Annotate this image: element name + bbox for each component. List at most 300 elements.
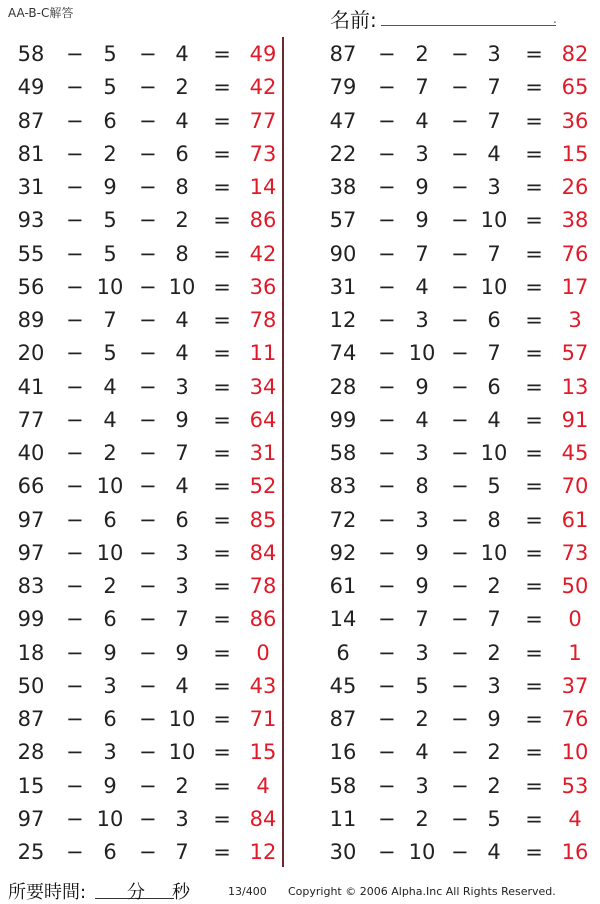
first-subtrahend: 6 bbox=[103, 607, 117, 632]
minuend: 14 bbox=[329, 607, 357, 632]
minuend: 87 bbox=[329, 707, 357, 731]
first-subtrahend: 9 bbox=[415, 574, 429, 598]
first-subtrahend: 5 bbox=[103, 341, 117, 366]
equals-sign: = bbox=[525, 42, 543, 66]
second-subtrahend: 4 bbox=[487, 141, 501, 166]
problem-row bbox=[0, 237, 280, 270]
second-subtrahend: 10 bbox=[480, 441, 508, 465]
first-subtrahend: 4 bbox=[415, 108, 429, 133]
minus-sign: − bbox=[66, 474, 84, 499]
minuend: 90 bbox=[329, 241, 357, 266]
first-subtrahend: 3 bbox=[415, 507, 429, 532]
equals-sign: = bbox=[213, 607, 231, 632]
first-subtrahend: 8 bbox=[415, 474, 429, 499]
equals-sign: = bbox=[213, 141, 231, 166]
first-subtrahend: 2 bbox=[103, 441, 117, 465]
first-subtrahend: 7 bbox=[415, 241, 429, 266]
minuend: 15 bbox=[17, 773, 45, 798]
second-subtrahend: 7 bbox=[487, 341, 501, 366]
problem-row bbox=[312, 835, 592, 868]
answer: 37 bbox=[561, 673, 589, 698]
minus-sign: − bbox=[451, 540, 469, 565]
equals-sign: = bbox=[213, 42, 231, 66]
minuend: 38 bbox=[329, 175, 357, 199]
right-problem-column bbox=[312, 37, 592, 868]
minus-sign: − bbox=[66, 374, 84, 399]
name-field-line bbox=[381, 25, 556, 26]
equals-sign: = bbox=[213, 740, 231, 765]
problem-row bbox=[0, 436, 280, 469]
equals-sign: = bbox=[525, 108, 543, 133]
answer: 64 bbox=[249, 407, 277, 432]
minus-sign: − bbox=[66, 175, 84, 199]
minus-sign: − bbox=[139, 840, 157, 864]
answer: 78 bbox=[249, 308, 277, 332]
answer: 86 bbox=[249, 607, 277, 632]
minus-sign: − bbox=[139, 507, 157, 532]
minuend: 72 bbox=[329, 507, 357, 532]
second-subtrahend: 5 bbox=[487, 474, 501, 499]
second-subtrahend: 10 bbox=[168, 740, 196, 765]
minus-sign: − bbox=[378, 241, 396, 266]
problem-row bbox=[0, 536, 280, 569]
equals-sign: = bbox=[525, 341, 543, 366]
first-subtrahend: 9 bbox=[103, 175, 117, 199]
minus-sign: − bbox=[139, 341, 157, 366]
problem-row bbox=[0, 336, 280, 369]
equals-sign: = bbox=[525, 773, 543, 798]
second-subtrahend: 8 bbox=[487, 507, 501, 532]
problem-row bbox=[0, 370, 280, 403]
answer: 13 bbox=[561, 374, 589, 399]
first-subtrahend: 6 bbox=[103, 840, 117, 864]
equals-sign: = bbox=[213, 507, 231, 532]
minuend: 97 bbox=[17, 507, 45, 532]
first-subtrahend: 5 bbox=[103, 241, 117, 266]
minuend: 28 bbox=[17, 740, 45, 765]
minus-sign: − bbox=[451, 42, 469, 66]
minus-sign: − bbox=[66, 707, 84, 731]
minuend: 66 bbox=[17, 474, 45, 499]
first-subtrahend: 10 bbox=[96, 540, 124, 565]
first-subtrahend: 3 bbox=[103, 673, 117, 698]
answer: 52 bbox=[249, 474, 277, 499]
time-label: 所要時間: bbox=[8, 882, 87, 903]
minuend: 20 bbox=[17, 341, 45, 366]
minus-sign: − bbox=[378, 607, 396, 632]
second-subtrahend: 6 bbox=[487, 308, 501, 332]
equals-sign: = bbox=[525, 806, 543, 831]
problem-row bbox=[312, 702, 592, 735]
second-subtrahend: 6 bbox=[175, 507, 189, 532]
second-subtrahend: 10 bbox=[480, 208, 508, 233]
minuend: 57 bbox=[329, 208, 357, 233]
minus-sign: − bbox=[66, 806, 84, 831]
first-subtrahend: 5 bbox=[103, 208, 117, 233]
problem-row bbox=[312, 70, 592, 103]
first-subtrahend: 3 bbox=[415, 441, 429, 465]
answer: 4 bbox=[568, 806, 582, 831]
problem-row bbox=[312, 104, 592, 137]
minus-sign: − bbox=[378, 707, 396, 731]
answer: 11 bbox=[249, 341, 277, 366]
answer: 84 bbox=[249, 806, 277, 831]
equals-sign: = bbox=[213, 274, 231, 299]
answer: 43 bbox=[249, 673, 277, 698]
problem-row bbox=[312, 237, 592, 270]
answer: 4 bbox=[256, 773, 270, 798]
problem-row bbox=[312, 403, 592, 436]
answer: 82 bbox=[561, 42, 589, 66]
minus-sign: − bbox=[139, 441, 157, 465]
first-subtrahend: 9 bbox=[415, 540, 429, 565]
answer: 3 bbox=[568, 308, 582, 332]
minus-sign: − bbox=[139, 274, 157, 299]
minus-sign: − bbox=[451, 607, 469, 632]
minus-sign: − bbox=[378, 374, 396, 399]
minuend: 22 bbox=[329, 141, 357, 166]
second-subtrahend: 5 bbox=[487, 806, 501, 831]
minuend: 81 bbox=[17, 141, 45, 166]
minuend: 77 bbox=[17, 407, 45, 432]
minus-sign: − bbox=[139, 474, 157, 499]
second-subtrahend: 7 bbox=[175, 607, 189, 632]
minuend: 55 bbox=[17, 241, 45, 266]
equals-sign: = bbox=[525, 574, 543, 598]
minus-sign: − bbox=[66, 141, 84, 166]
second-subtrahend: 4 bbox=[487, 840, 501, 864]
second-subtrahend: 8 bbox=[175, 175, 189, 199]
equals-sign: = bbox=[525, 274, 543, 299]
first-subtrahend: 2 bbox=[103, 141, 117, 166]
page-number: 13/400 bbox=[228, 885, 267, 898]
minus-sign: − bbox=[451, 241, 469, 266]
left-problem-column bbox=[0, 37, 280, 868]
equals-sign: = bbox=[525, 507, 543, 532]
minuend: 18 bbox=[17, 640, 45, 665]
minus-sign: − bbox=[66, 208, 84, 233]
answer: 12 bbox=[249, 840, 277, 864]
problem-row bbox=[0, 303, 280, 336]
second-subtrahend: 6 bbox=[487, 374, 501, 399]
second-subtrahend: 9 bbox=[175, 407, 189, 432]
answer: 38 bbox=[561, 208, 589, 233]
minus-sign: − bbox=[139, 175, 157, 199]
minus-sign: − bbox=[66, 507, 84, 532]
minus-sign: − bbox=[66, 42, 84, 66]
answer: 77 bbox=[249, 108, 277, 133]
problem-row bbox=[312, 769, 592, 802]
minus-sign: − bbox=[378, 840, 396, 864]
seconds-blank bbox=[150, 898, 174, 899]
minus-sign: − bbox=[451, 640, 469, 665]
second-subtrahend: 4 bbox=[175, 341, 189, 366]
first-subtrahend: 3 bbox=[415, 141, 429, 166]
first-subtrahend: 9 bbox=[415, 175, 429, 199]
minus-sign: − bbox=[451, 274, 469, 299]
minus-sign: − bbox=[139, 740, 157, 765]
equals-sign: = bbox=[525, 640, 543, 665]
minus-sign: − bbox=[66, 607, 84, 632]
problem-row bbox=[0, 170, 280, 203]
minus-sign: − bbox=[378, 341, 396, 366]
first-subtrahend: 10 bbox=[96, 806, 124, 831]
answer: 91 bbox=[561, 407, 589, 432]
minus-sign: − bbox=[66, 840, 84, 864]
equals-sign: = bbox=[213, 707, 231, 731]
first-subtrahend: 3 bbox=[415, 308, 429, 332]
first-subtrahend: 6 bbox=[103, 507, 117, 532]
equals-sign: = bbox=[525, 540, 543, 565]
first-subtrahend: 2 bbox=[103, 574, 117, 598]
problem-row bbox=[312, 636, 592, 669]
equals-sign: = bbox=[213, 574, 231, 598]
equals-sign: = bbox=[213, 806, 231, 831]
minuend: 58 bbox=[17, 42, 45, 66]
column-divider bbox=[282, 37, 284, 867]
problem-row bbox=[312, 802, 592, 835]
first-subtrahend: 7 bbox=[415, 607, 429, 632]
equals-sign: = bbox=[525, 673, 543, 698]
minus-sign: − bbox=[451, 308, 469, 332]
minuend: 79 bbox=[329, 75, 357, 100]
equals-sign: = bbox=[213, 407, 231, 432]
answer: 86 bbox=[249, 208, 277, 233]
answer: 17 bbox=[561, 274, 589, 299]
second-subtrahend: 3 bbox=[487, 673, 501, 698]
minus-sign: − bbox=[139, 806, 157, 831]
first-subtrahend: 4 bbox=[415, 274, 429, 299]
answer: 76 bbox=[561, 241, 589, 266]
equals-sign: = bbox=[213, 540, 231, 565]
minus-sign: − bbox=[451, 407, 469, 432]
minus-sign: − bbox=[451, 740, 469, 765]
minus-sign: − bbox=[378, 175, 396, 199]
equals-sign: = bbox=[213, 308, 231, 332]
problem-row bbox=[0, 469, 280, 502]
first-subtrahend: 2 bbox=[415, 42, 429, 66]
answer: 15 bbox=[249, 740, 277, 765]
equals-sign: = bbox=[213, 474, 231, 499]
problem-row bbox=[0, 835, 280, 868]
equals-sign: = bbox=[213, 640, 231, 665]
minus-sign: − bbox=[451, 574, 469, 598]
minus-sign: − bbox=[378, 42, 396, 66]
minus-sign: − bbox=[378, 540, 396, 565]
answer: 53 bbox=[561, 773, 589, 798]
second-subtrahend: 9 bbox=[175, 640, 189, 665]
second-subtrahend: 6 bbox=[175, 141, 189, 166]
minus-sign: − bbox=[378, 740, 396, 765]
minus-sign: − bbox=[378, 773, 396, 798]
minuend: 16 bbox=[329, 740, 357, 765]
first-subtrahend: 7 bbox=[103, 308, 117, 332]
problem-row bbox=[0, 735, 280, 768]
problem-row bbox=[0, 569, 280, 602]
minuend: 47 bbox=[329, 108, 357, 133]
equals-sign: = bbox=[525, 241, 543, 266]
minuend: 56 bbox=[17, 274, 45, 299]
minus-sign: − bbox=[139, 208, 157, 233]
minuend: 6 bbox=[336, 640, 350, 665]
equals-sign: = bbox=[213, 374, 231, 399]
equals-sign: = bbox=[525, 840, 543, 864]
first-subtrahend: 10 bbox=[408, 840, 436, 864]
first-subtrahend: 9 bbox=[103, 640, 117, 665]
minus-sign: − bbox=[451, 707, 469, 731]
equals-sign: = bbox=[213, 840, 231, 864]
second-subtrahend: 4 bbox=[175, 108, 189, 133]
minuend: 99 bbox=[17, 607, 45, 632]
minus-sign: − bbox=[378, 806, 396, 831]
minus-sign: − bbox=[451, 208, 469, 233]
equals-sign: = bbox=[525, 374, 543, 399]
first-subtrahend: 5 bbox=[415, 673, 429, 698]
minuend: 40 bbox=[17, 441, 45, 465]
problem-row bbox=[312, 669, 592, 702]
minus-sign: − bbox=[139, 108, 157, 133]
minuend: 28 bbox=[329, 374, 357, 399]
problem-row bbox=[312, 203, 592, 236]
first-subtrahend: 10 bbox=[408, 341, 436, 366]
equals-sign: = bbox=[525, 141, 543, 166]
minuend: 11 bbox=[329, 806, 357, 831]
minus-sign: − bbox=[66, 407, 84, 432]
minus-sign: − bbox=[451, 75, 469, 100]
answer: 10 bbox=[561, 740, 589, 765]
problem-row bbox=[312, 735, 592, 768]
minus-sign: − bbox=[451, 507, 469, 532]
minuend: 25 bbox=[17, 840, 45, 864]
minus-sign: − bbox=[451, 806, 469, 831]
problem-row bbox=[312, 503, 592, 536]
second-subtrahend: 4 bbox=[487, 407, 501, 432]
minus-sign: − bbox=[451, 108, 469, 133]
problem-row bbox=[312, 602, 592, 635]
answer: 31 bbox=[249, 441, 277, 465]
minuend: 58 bbox=[329, 773, 357, 798]
answer: 76 bbox=[561, 707, 589, 731]
minus-sign: − bbox=[139, 75, 157, 100]
second-subtrahend: 3 bbox=[487, 42, 501, 66]
minus-sign: − bbox=[66, 75, 84, 100]
minuend: 49 bbox=[17, 75, 45, 100]
minus-sign: − bbox=[378, 474, 396, 499]
equals-sign: = bbox=[525, 175, 543, 199]
equals-sign: = bbox=[525, 441, 543, 465]
answer: 0 bbox=[568, 607, 582, 632]
minus-sign: − bbox=[378, 507, 396, 532]
equals-sign: = bbox=[525, 474, 543, 499]
second-subtrahend: 2 bbox=[175, 75, 189, 100]
problem-row bbox=[312, 370, 592, 403]
problem-row bbox=[312, 37, 592, 70]
minus-sign: − bbox=[451, 141, 469, 166]
second-subtrahend: 3 bbox=[175, 374, 189, 399]
answer: 49 bbox=[249, 42, 277, 66]
answer: 84 bbox=[249, 540, 277, 565]
problem-row bbox=[312, 436, 592, 469]
minuend: 61 bbox=[329, 574, 357, 598]
second-subtrahend: 2 bbox=[487, 574, 501, 598]
equals-sign: = bbox=[525, 208, 543, 233]
second-subtrahend: 7 bbox=[487, 108, 501, 133]
minus-sign: − bbox=[139, 773, 157, 798]
equals-sign: = bbox=[213, 241, 231, 266]
minus-sign: − bbox=[66, 108, 84, 133]
problem-row bbox=[312, 469, 592, 502]
first-subtrahend: 2 bbox=[415, 707, 429, 731]
second-subtrahend: 10 bbox=[480, 274, 508, 299]
first-subtrahend: 4 bbox=[415, 407, 429, 432]
minus-sign: − bbox=[139, 42, 157, 66]
first-subtrahend: 3 bbox=[103, 740, 117, 765]
minus-sign: − bbox=[378, 75, 396, 100]
answer: 78 bbox=[249, 574, 277, 598]
first-subtrahend: 3 bbox=[415, 773, 429, 798]
name-field-dot: . bbox=[553, 12, 557, 26]
minus-sign: − bbox=[451, 341, 469, 366]
problem-row bbox=[0, 403, 280, 436]
minus-sign: − bbox=[66, 740, 84, 765]
answer: 57 bbox=[561, 341, 589, 366]
minuend: 83 bbox=[329, 474, 357, 499]
answer: 0 bbox=[256, 640, 270, 665]
minus-sign: − bbox=[451, 773, 469, 798]
problem-row bbox=[0, 70, 280, 103]
answer: 65 bbox=[561, 75, 589, 100]
seconds-label: 秒 bbox=[172, 882, 190, 903]
first-subtrahend: 10 bbox=[96, 474, 124, 499]
second-subtrahend: 2 bbox=[487, 773, 501, 798]
first-subtrahend: 4 bbox=[103, 407, 117, 432]
second-subtrahend: 2 bbox=[487, 740, 501, 765]
second-subtrahend: 7 bbox=[175, 441, 189, 465]
answer: 26 bbox=[561, 175, 589, 199]
minuend: 58 bbox=[329, 441, 357, 465]
answer: 15 bbox=[561, 141, 589, 166]
first-subtrahend: 3 bbox=[415, 640, 429, 665]
minuend: 83 bbox=[17, 574, 45, 598]
minus-sign: − bbox=[451, 441, 469, 465]
equals-sign: = bbox=[525, 75, 543, 100]
answer: 42 bbox=[249, 241, 277, 266]
first-subtrahend: 4 bbox=[415, 740, 429, 765]
minus-sign: − bbox=[451, 474, 469, 499]
second-subtrahend: 10 bbox=[168, 707, 196, 731]
first-subtrahend: 6 bbox=[103, 108, 117, 133]
answer: 16 bbox=[561, 840, 589, 864]
equals-sign: = bbox=[213, 208, 231, 233]
answer: 36 bbox=[561, 108, 589, 133]
first-subtrahend: 9 bbox=[415, 208, 429, 233]
problem-row bbox=[0, 769, 280, 802]
answer: 85 bbox=[249, 507, 277, 532]
name-label: 名前: bbox=[330, 8, 377, 32]
equals-sign: = bbox=[213, 108, 231, 133]
second-subtrahend: 10 bbox=[480, 540, 508, 565]
minus-sign: − bbox=[139, 707, 157, 731]
minus-sign: − bbox=[139, 640, 157, 665]
minus-sign: − bbox=[378, 407, 396, 432]
problem-row bbox=[0, 669, 280, 702]
minuend: 41 bbox=[17, 374, 45, 399]
equals-sign: = bbox=[213, 75, 231, 100]
minuend: 45 bbox=[329, 673, 357, 698]
minus-sign: − bbox=[378, 141, 396, 166]
second-subtrahend: 3 bbox=[175, 540, 189, 565]
equals-sign: = bbox=[525, 740, 543, 765]
